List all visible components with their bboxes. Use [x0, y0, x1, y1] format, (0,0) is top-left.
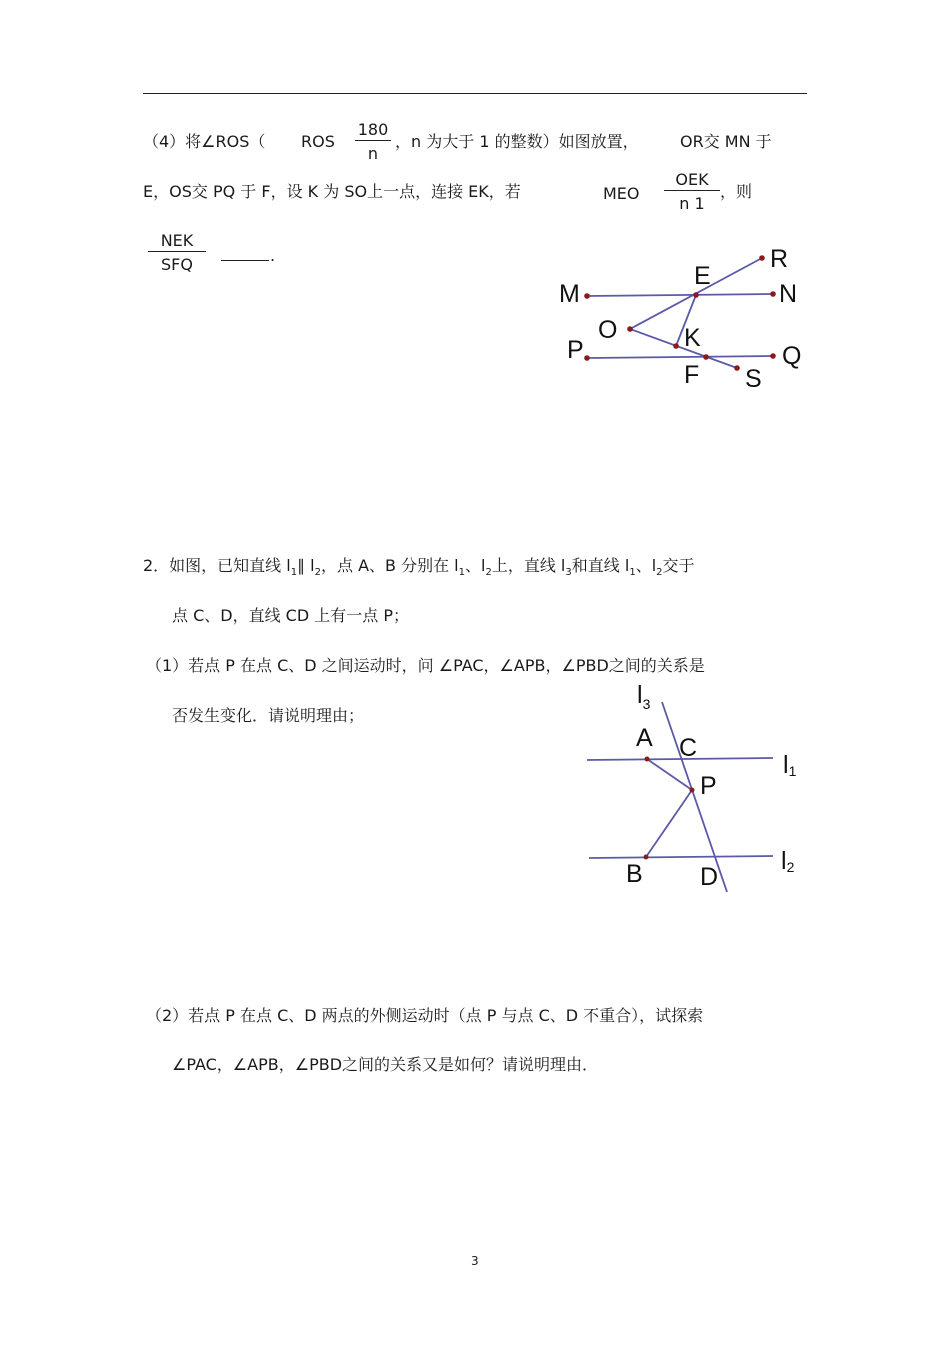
- q4-prefix: （4）将∠ROS（: [143, 132, 266, 151]
- point-b: [644, 855, 649, 860]
- segment-bp: [646, 790, 692, 857]
- fraction-numerator: OEK: [664, 170, 720, 191]
- q2-text: ∥ l: [297, 556, 315, 575]
- q4-then: ，则: [720, 182, 753, 201]
- subscript: 2: [485, 567, 492, 579]
- fraction-numerator: 180: [355, 120, 391, 141]
- subscript: 1: [458, 567, 466, 579]
- label-s: S: [745, 365, 762, 393]
- fraction-numerator: NEK: [148, 231, 206, 252]
- q4-ros: ROS: [301, 132, 335, 151]
- q2-text: 2．如图，已知直线 l: [143, 556, 291, 575]
- label-a: A: [636, 724, 653, 752]
- q2-text: 上，直线 l: [491, 556, 566, 575]
- label-k: K: [684, 324, 701, 352]
- q2-text: 、l: [635, 556, 657, 575]
- label-l3: $l_3$: [637, 681, 651, 712]
- q4-or-mn: OR交 MN 于: [680, 132, 772, 151]
- fraction-denominator: n: [367, 144, 379, 163]
- subscript: 1: [629, 567, 636, 579]
- label-f: F: [684, 361, 700, 389]
- page-number: 3: [471, 1254, 479, 1268]
- fraction-denominator: SFQ: [161, 255, 193, 274]
- q2-part2-line2: ∠PAC，∠APB，∠PBD之间的关系又是如何？请说明理由．: [172, 1055, 599, 1074]
- label-r: R: [770, 245, 789, 273]
- label-b: B: [626, 860, 643, 888]
- q4-meo: MEO: [603, 184, 640, 203]
- label-o: O: [598, 316, 618, 344]
- line-l2: [589, 856, 773, 858]
- q2-statement-line2: 点 C、D，直线 CD 上有一点 P；: [172, 606, 409, 625]
- q2-text: ，点 A、B 分别在 l: [321, 556, 459, 575]
- q2-text: 交于: [662, 556, 695, 575]
- subscript: 2: [314, 567, 321, 579]
- label-l1: l1: [783, 751, 797, 779]
- label-e: E: [694, 262, 711, 290]
- label-p: P: [700, 772, 717, 800]
- q4-period: .: [270, 246, 276, 265]
- label-p: P: [567, 336, 584, 364]
- q2-text: 、l: [465, 556, 486, 575]
- q4-condition: ，n 为大于 1 的整数）如图放置，: [395, 132, 639, 151]
- label-n: N: [779, 280, 798, 308]
- q2-part1-line1: （1）若点 P 在点 C、D 之间运动时，问 ∠PAC，∠APB，∠PBD之间的关系是: [146, 656, 705, 675]
- label-d: D: [700, 863, 719, 891]
- q4-line2: E，OS交 PQ 于 F，设 K 为 SO上一点，连接 EK，若: [143, 182, 521, 201]
- q2-part1-line2: 否发生变化．请说明理由；: [172, 706, 365, 725]
- label-m: M: [559, 280, 580, 308]
- label-q: Q: [782, 342, 802, 370]
- label-c: C: [679, 734, 698, 762]
- point-p: [690, 788, 695, 793]
- subscript: 1: [290, 567, 298, 579]
- q2-text: 和直线 l: [571, 556, 630, 575]
- point-a: [645, 757, 650, 762]
- q2-part2-line1: （2）若点 P 在点 C、D 两点的外侧运动时（点 P 与点 C、D 不重合），试探索: [146, 1006, 704, 1025]
- segment-ap: [647, 759, 692, 790]
- fraction-denominator: n 1: [679, 194, 705, 213]
- subscript: 3: [565, 567, 572, 579]
- subscript: 2: [656, 567, 663, 579]
- label-l2: l2: [781, 847, 795, 875]
